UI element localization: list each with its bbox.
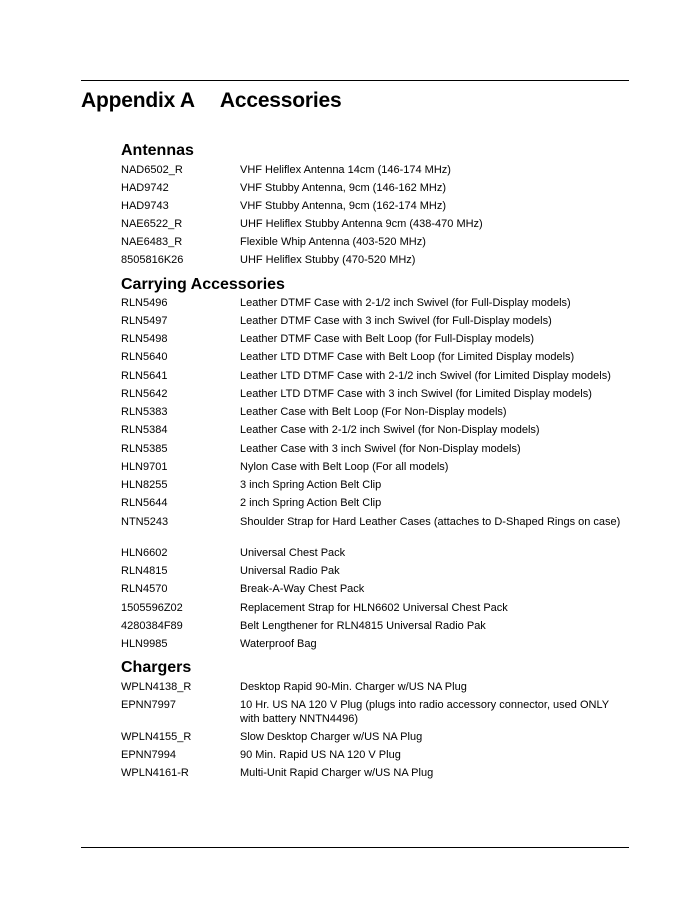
page-title xyxy=(81,89,341,113)
part-number: RLN4570 xyxy=(121,583,168,595)
part-number: RLN5640 xyxy=(121,351,168,363)
part-description: Leather DTMF Case with 3 inch Swivel (for Full-Display models) xyxy=(240,315,552,327)
part-number: NAE6522_R xyxy=(121,218,183,230)
part-description: UHF Heliflex Stubby Antenna 9cm (438-470 MHz) xyxy=(240,218,483,230)
part-description: Leather LTD DTMF Case with 2-1/2 inch Swivel (for Limited Display models) xyxy=(240,370,611,382)
part-description: Leather LTD DTMF Case with 3 inch Swivel (for Limited Display models) xyxy=(240,388,592,400)
part-number: RLN5497 xyxy=(121,315,168,327)
part-number: NTN5243 xyxy=(121,516,169,528)
part-description: Leather DTMF Case with 2-1/2 inch Swivel (for Full-Display models) xyxy=(240,297,571,309)
part-number: RLN5496 xyxy=(121,297,168,309)
part-number: HLN9701 xyxy=(121,461,168,473)
appendix-title: Accessories xyxy=(219,89,342,112)
part-description: Desktop Rapid 90-Min. Charger w/US NA Plug xyxy=(240,681,467,693)
part-description: Replacement Strap for HLN6602 Universal Chest Pack xyxy=(240,602,508,614)
part-description: Leather Case with 3 inch Swivel (for Non-Display models) xyxy=(240,443,521,455)
part-number: RLN5384 xyxy=(121,424,168,436)
part-number: RLN5498 xyxy=(121,333,168,345)
part-number: WPLN4155_R xyxy=(121,731,192,743)
part-description: Universal Radio Pak xyxy=(240,565,340,577)
part-number: EPNN7997 xyxy=(121,699,177,711)
part-description: Leather DTMF Case with Belt Loop (for Full-Display models) xyxy=(240,333,535,345)
part-number: HLN6602 xyxy=(121,547,168,559)
part-description: Break-A-Way Chest Pack xyxy=(240,583,365,595)
part-number: HLN9985 xyxy=(121,638,168,650)
part-description: Nylon Case with Belt Loop (For all models) xyxy=(240,461,449,473)
part-description: Multi-Unit Rapid Charger w/US NA Plug xyxy=(240,767,434,779)
part-description: VHF Heliflex Antenna 14cm (146-174 MHz) xyxy=(240,164,451,176)
part-number: WPLN4138_R xyxy=(121,681,192,693)
part-description: 2 inch Spring Action Belt Clip xyxy=(240,497,382,509)
part-description: VHF Stubby Antenna, 9cm (162-174 MHz) xyxy=(240,200,447,212)
part-number: 8505816K26 xyxy=(121,254,184,266)
part-number: RLN5385 xyxy=(121,443,168,455)
part-description: Belt Lengthener for RLN4815 Universal Radio Pak xyxy=(240,620,486,632)
part-number: EPNN7994 xyxy=(121,749,177,761)
part-description: 90 Min. Rapid US NA 120 V Plug xyxy=(240,749,401,761)
part-number: RLN4815 xyxy=(121,565,168,577)
part-number: 4280384F89 xyxy=(121,620,183,632)
section-heading-chargers: Chargers xyxy=(121,659,192,676)
part-description: 10 Hr. US NA 120 V Plug (plugs into radio accessory connector, used ONLY with battery NNTN4496) xyxy=(240,699,609,725)
top-rule xyxy=(81,80,629,81)
part-number: WPLN4161-R xyxy=(121,767,189,779)
part-description: UHF Heliflex Stubby (470-520 MHz) xyxy=(240,254,416,266)
part-description: Slow Desktop Charger w/US NA Plug xyxy=(240,731,423,743)
part-description: Shoulder Strap for Hard Leather Cases (attaches to D-Shaped Rings on case) xyxy=(240,516,621,528)
part-description: Universal Chest Pack xyxy=(240,547,346,559)
part-number: HLN8255 xyxy=(121,479,168,491)
part-description: Flexible Whip Antenna (403-520 MHz) xyxy=(240,236,426,248)
part-description: Leather LTD DTMF Case with Belt Loop (for Limited Display models) xyxy=(240,351,575,363)
part-number: 1505596Z02 xyxy=(121,602,183,614)
part-description: VHF Stubby Antenna, 9cm (146-162 MHz) xyxy=(240,182,447,194)
part-number: RLN5644 xyxy=(121,497,168,509)
part-description: Waterproof Bag xyxy=(240,638,317,650)
part-number: RLN5383 xyxy=(121,406,168,418)
part-number: HAD9743 xyxy=(121,200,169,212)
section-heading-antennas: Antennas xyxy=(121,142,194,159)
part-description: Leather Case with Belt Loop (For Non-Display models) xyxy=(240,406,507,418)
appendix-label: Appendix A xyxy=(81,89,195,112)
part-number: RLN5642 xyxy=(121,388,168,400)
part-number: HAD9742 xyxy=(121,182,169,194)
bottom-rule xyxy=(81,847,629,848)
part-description: 3 inch Spring Action Belt Clip xyxy=(240,479,382,491)
part-number: NAE6483_R xyxy=(121,236,183,248)
part-number: NAD6502_R xyxy=(121,164,183,176)
section-heading-carrying-accessories: Carrying Accessories xyxy=(121,276,285,293)
part-number: RLN5641 xyxy=(121,370,168,382)
part-description: Leather Case with 2-1/2 inch Swivel (for Non-Display models) xyxy=(240,424,540,436)
